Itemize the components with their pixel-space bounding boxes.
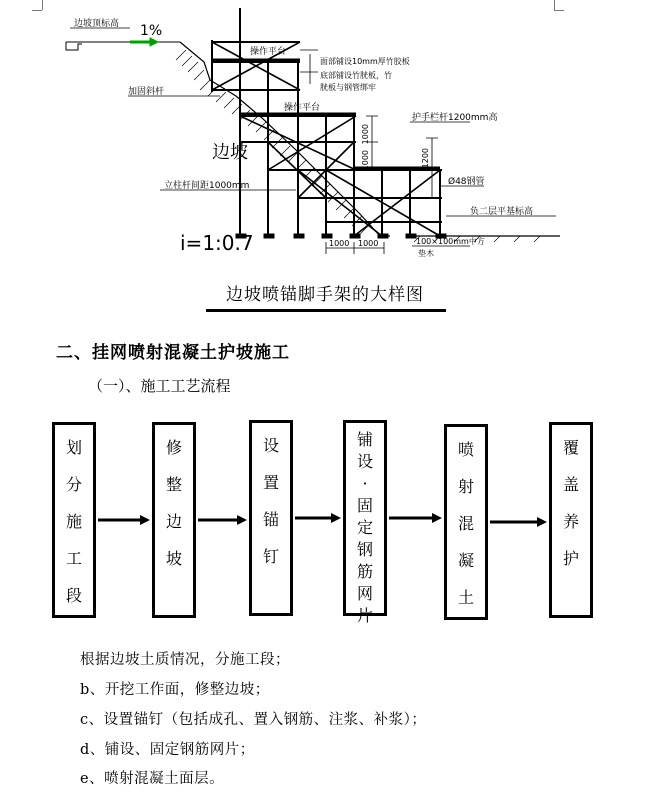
pad-label: 垫木 (418, 249, 434, 258)
handrail-label: 护手栏杆1200mm高 (412, 113, 498, 123)
section-heading: 二、挂网喷射混凝土护坡施工 (56, 343, 290, 363)
gradient-label: 1% (140, 23, 163, 39)
platform-label-1: 操作平台 (250, 47, 287, 57)
process-step-char: 护 (562, 549, 579, 568)
paragraph: e、喷射混凝土面层。 (80, 771, 225, 787)
process-step-char: 划 (65, 438, 82, 457)
pipe-label: Ø48钢管 (448, 177, 485, 187)
process-step-box (549, 422, 593, 618)
flow-arrow (295, 510, 341, 526)
process-step-char: 边 (165, 512, 182, 531)
process-step-char: 凝 (457, 551, 474, 570)
process-step-char: 整 (165, 475, 182, 494)
flow-arrow (98, 512, 150, 528)
process-step-box (444, 424, 488, 620)
process-step-char: 养 (562, 512, 579, 531)
process-step-char: 覆 (562, 438, 579, 457)
process-step-char: 片 (356, 606, 373, 625)
process-step-char: 锚 (262, 510, 279, 529)
dimension-label: 1000 (358, 239, 379, 248)
paragraph: 根据边坡土质情况，分施工段； (80, 652, 290, 668)
process-step-char: 盖 (562, 475, 579, 494)
process-step-char: 固 (356, 496, 373, 515)
pole-spacing-label: 立柱杆间距1000mm (164, 181, 250, 191)
process-step-box (152, 422, 196, 618)
process-step-char: 置 (262, 473, 279, 492)
process-step-char: 钉 (262, 547, 279, 566)
dimension-label: 1000 (361, 124, 370, 145)
dimension-label: 1000 (329, 239, 350, 248)
flow-arrow (198, 512, 247, 528)
paragraph: b、开挖工作面，修整边坡； (80, 682, 270, 698)
process-step-char: 喷 (457, 440, 474, 459)
process-step-char: 施 (65, 512, 82, 531)
paragraph: c、设置锚钉（包括成孔、置入钢筋、注浆、补浆）； (80, 712, 427, 728)
process-step-char: 分 (65, 475, 82, 494)
process-step-char: 修 (165, 438, 182, 457)
process-step-char: 工 (65, 549, 82, 568)
slope-top-elevation-label: 边坡顶标高 (74, 19, 120, 29)
process-step-box (249, 420, 293, 616)
process-step-char: 混 (457, 514, 474, 533)
dimension-label: 1200 (421, 148, 430, 169)
paragraph: d、铺设、固定钢筋网片； (80, 742, 255, 758)
process-step-char: 射 (457, 477, 474, 496)
process-step-char: 定 (356, 518, 373, 537)
note-label-3: 胱板与钢管绑牢 (320, 83, 376, 92)
floor-elevation-label: 负二层平基标高 (470, 207, 534, 217)
process-step-char: 设 (356, 452, 373, 471)
ratio-label: i=1:0.7 (180, 231, 254, 255)
process-step-char: 土 (457, 588, 474, 607)
slope-label: 边坡 (212, 142, 248, 163)
dimension-label: 1000 (361, 150, 370, 171)
figure-caption: 边坡喷锚脚手架的大样图 (226, 285, 424, 305)
note-label-1: 面部铺设10mm厚竹胶板 (320, 57, 410, 66)
note-label-2: 底部铺设竹胱板，竹 (320, 71, 392, 80)
process-step-char: 段 (65, 586, 82, 605)
timber-label: 100×100mm中方 (416, 237, 485, 246)
section-subheading: （一）、施工工艺流程 (88, 377, 231, 395)
reinforcing-rod-label: 加固斜杆 (128, 87, 165, 97)
process-step-char: 筋 (356, 562, 373, 581)
process-step-char: 钢 (356, 540, 373, 559)
flow-arrow (389, 510, 442, 526)
process-step-box (343, 420, 387, 625)
caption-underline (206, 309, 446, 312)
platform-label-2: 操作平台 (284, 103, 321, 113)
process-step-char: · (362, 474, 368, 493)
process-step-char: 坡 (165, 549, 182, 568)
flow-arrow (490, 514, 547, 530)
process-step-char: 网 (356, 584, 373, 603)
process-step-box (52, 422, 96, 618)
process-step-char: 设 (262, 436, 279, 455)
process-step-char: 铺 (356, 430, 373, 449)
